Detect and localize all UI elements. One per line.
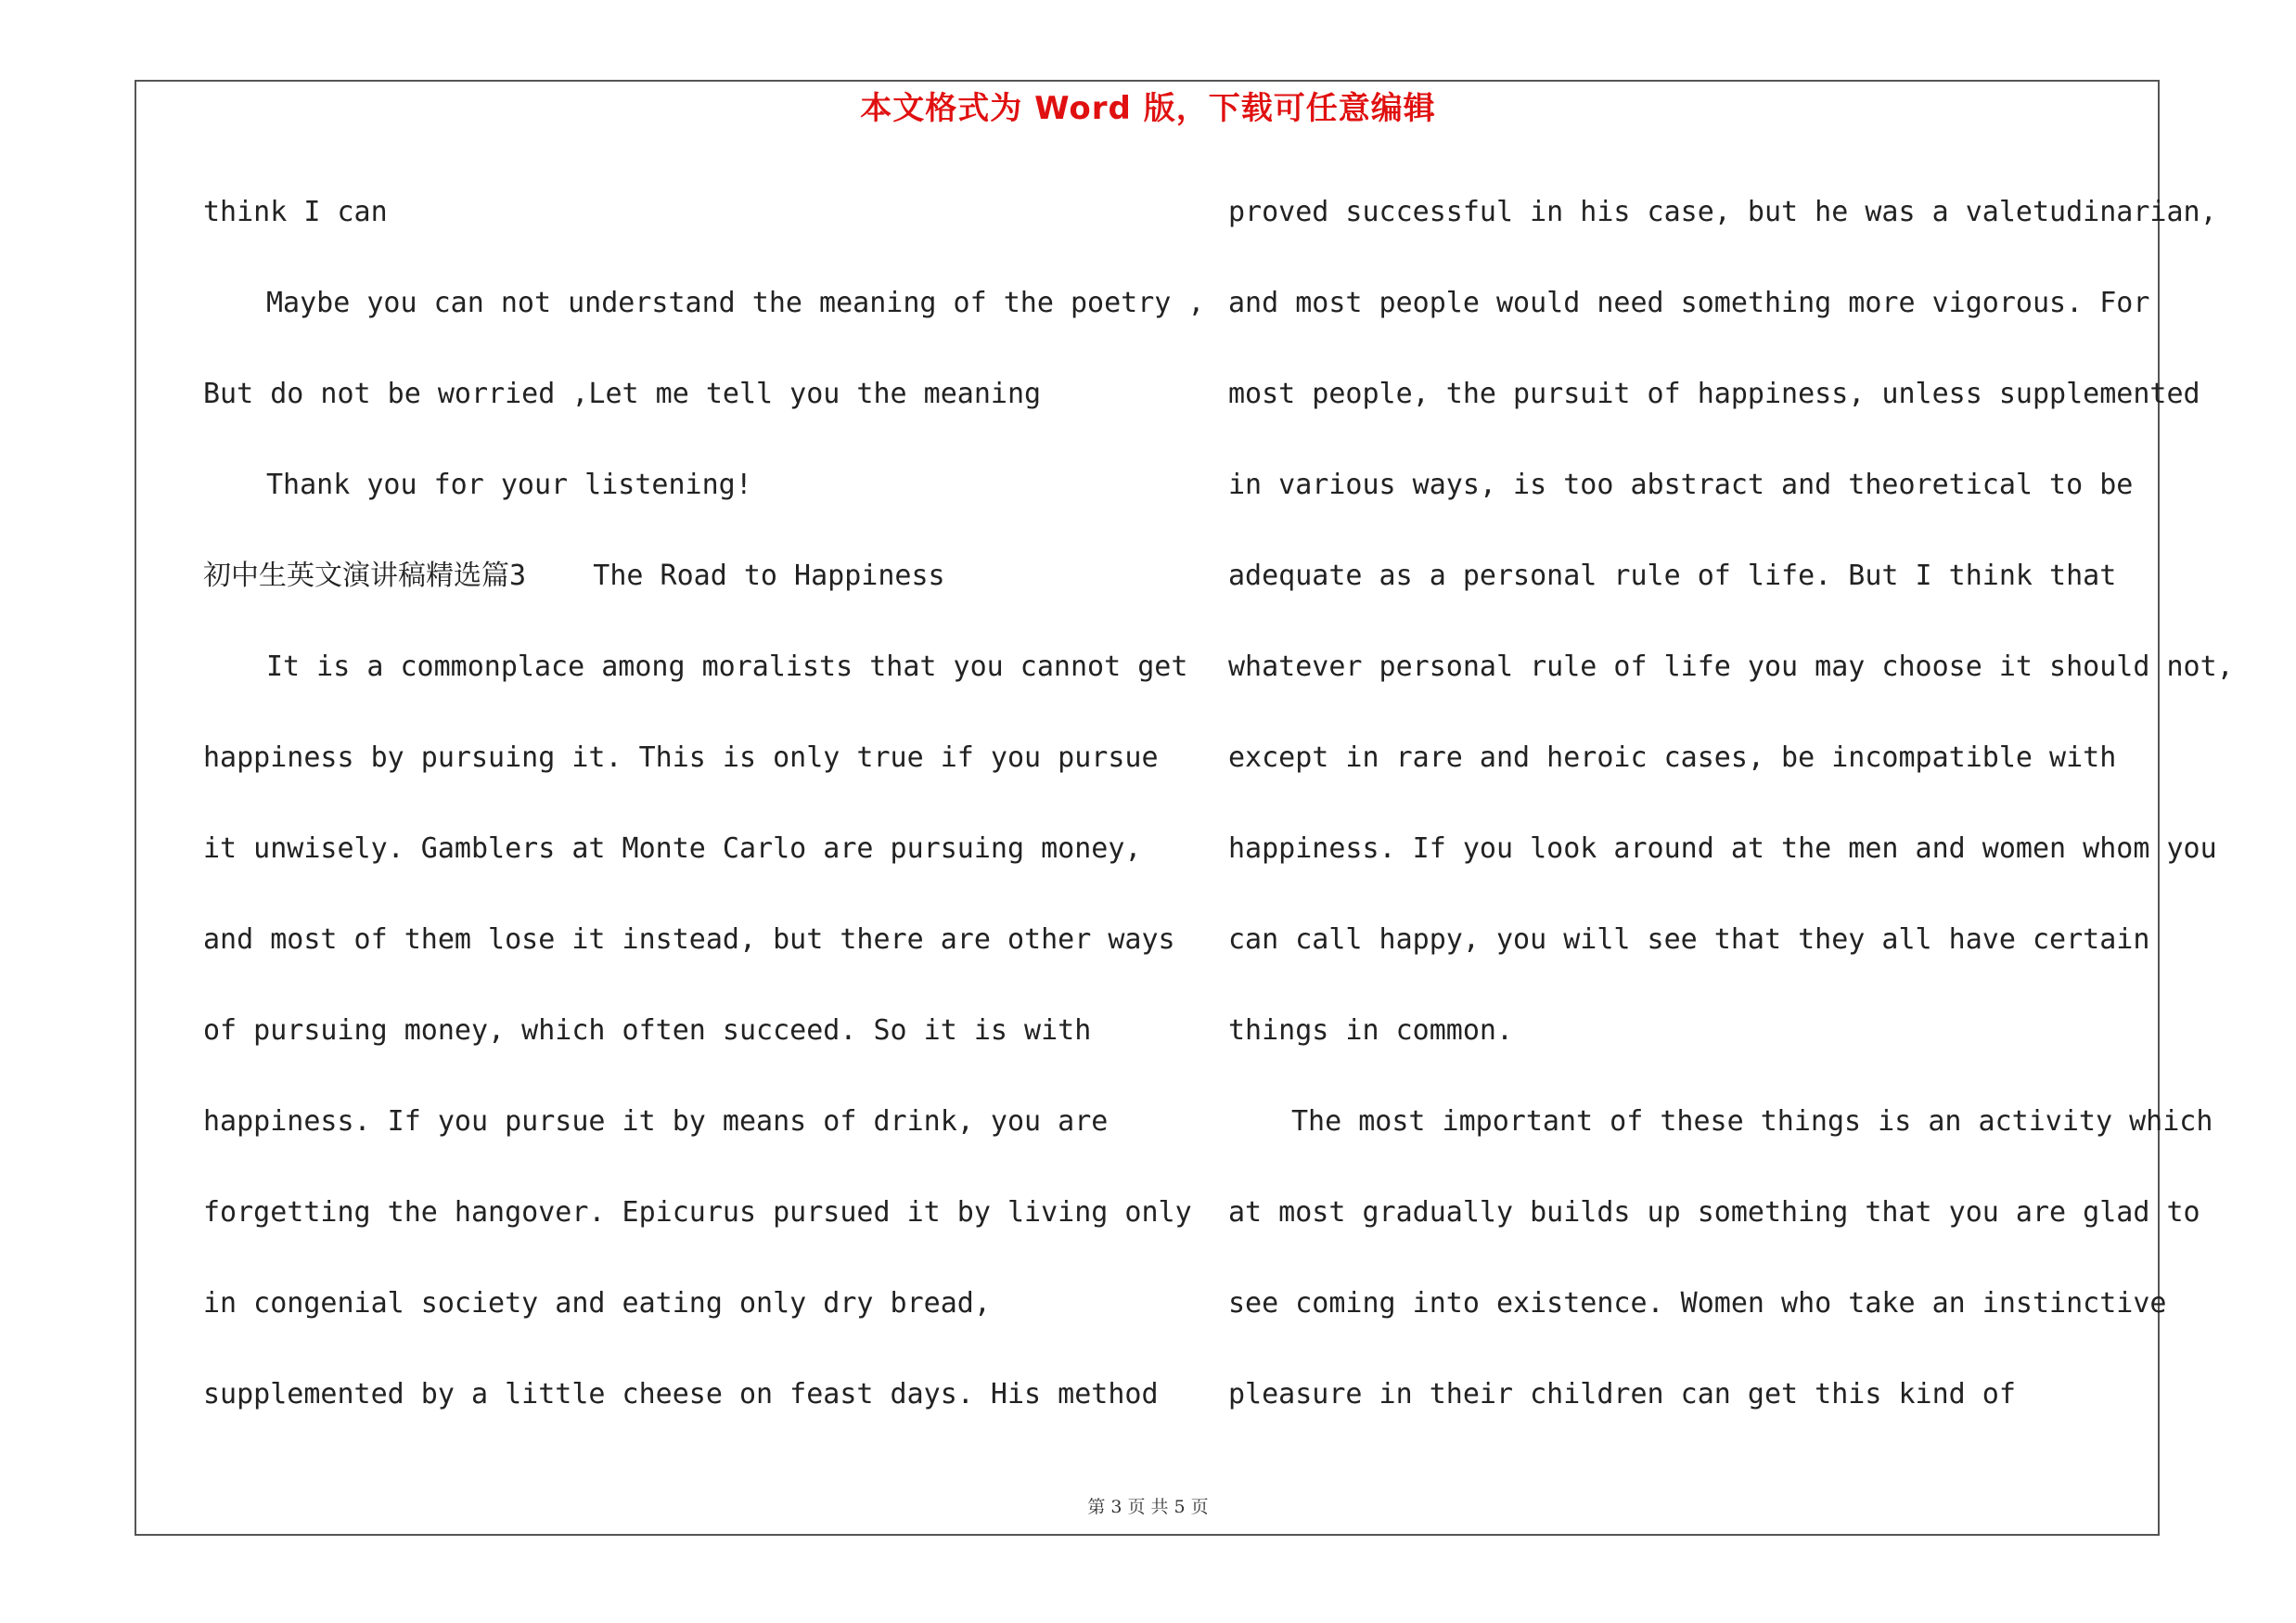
text-line: adequate as a personal rule of life. But I think that [1228, 560, 2117, 592]
text-line: can call happy, you will see that they all have certain [1228, 923, 2150, 956]
text-line: things in common. [1228, 1014, 1514, 1047]
text-line: It is a commonplace among moralists that you cannot get [266, 650, 1188, 683]
text-line: Maybe you can not understand the meaning of the poetry , [266, 287, 1205, 319]
text-line: see coming into existence. Women who take an instinctive [1228, 1287, 2167, 1320]
section-heading: 初中生英文演讲稿精选篇3 The Road to Happiness [203, 560, 945, 592]
text-line: Thank you for your listening! [266, 469, 752, 501]
text-line: it unwisely. Gamblers at Monte Carlo are pursuing money, [203, 832, 1142, 865]
text-line: supplemented by a little cheese on feast days. His method [203, 1378, 1159, 1410]
text-line: happiness by pursuing it. This is only true if you pursue [203, 741, 1159, 774]
text-line: and most people would need something more vigorous. For [1228, 287, 2150, 319]
right-text-column [1228, 186, 2234, 1459]
text-line: whatever personal rule of life you may choose it should not, [1228, 650, 2234, 683]
text-line: forgetting the hangover. Epicurus pursued it by living only [203, 1196, 1192, 1229]
page-number-footer: 第 3 页 共 5 页 [1087, 1497, 1209, 1517]
text-line: happiness. If you pursue it by means of drink, you are [203, 1105, 1109, 1138]
text-line: proved successful in his case, but he was a valetudinarian, [1228, 196, 2217, 228]
text-line: in congenial society and eating only dry bread, [203, 1287, 991, 1320]
format-notice-banner: 本文格式为 Word 版，下载可任意编辑 [860, 90, 1436, 127]
text-line: most people, the pursuit of happiness, unless supplemented [1228, 378, 2200, 410]
text-line: think I can [203, 196, 388, 228]
text-line: But do not be worried ,Let me tell you the meaning [203, 378, 1042, 410]
left-text-column [203, 186, 1205, 1459]
text-line: except in rare and heroic cases, be incompatible with [1228, 741, 2117, 774]
text-line: in various ways, is too abstract and theoretical to be [1228, 469, 2134, 501]
text-line: of pursuing money, which often succeed. So it is with [203, 1014, 1092, 1047]
text-line: The most important of these things is an activity which [1291, 1105, 2213, 1138]
text-line: at most gradually builds up something that you are glad to [1228, 1196, 2200, 1229]
text-line: and most of them lose it instead, but there are other ways [203, 923, 1175, 956]
text-line: happiness. If you look around at the men and women whom you [1228, 832, 2217, 865]
text-line: pleasure in their children can get this kind of [1228, 1378, 2016, 1410]
